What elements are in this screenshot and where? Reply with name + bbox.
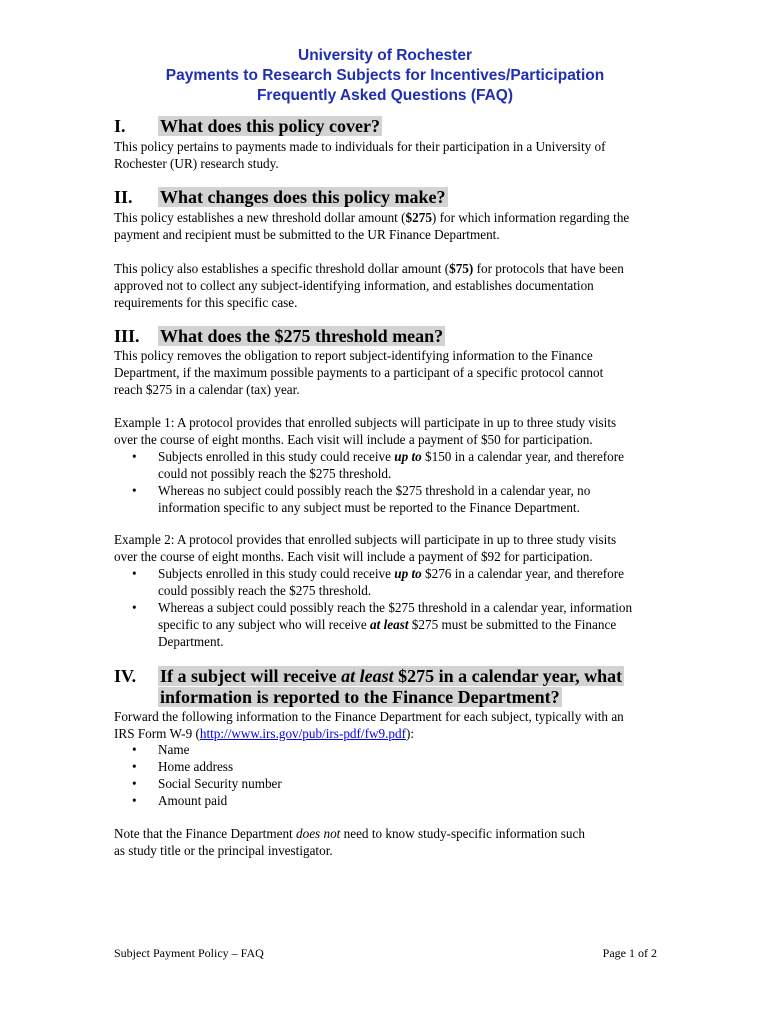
paragraph-line: Department, if the maximum possible payments to a participant of a specific protocol cannot — [114, 365, 604, 380]
emphasis: up to — [394, 566, 422, 581]
paragraph-line: Example 1: A protocol provides that enrolled subjects will participate in up to three study visits — [114, 415, 617, 430]
text-run: IRS Form W-9 ( — [114, 726, 200, 741]
bold-amount: $75) — [449, 261, 474, 276]
bullet-icon: • — [132, 793, 137, 808]
bullet-icon: • — [132, 566, 137, 581]
section-2-paragraph-1 — [114, 209, 674, 243]
text-run: $150 in a calendar year, and therefore — [421, 449, 625, 464]
irs-w9-link[interactable]: http://www.irs.gov/pub/irs-pdf/fw9.pdf — [199, 726, 406, 741]
text-run: $275 in a calendar year, what — [393, 666, 623, 686]
emphasis: up to — [394, 449, 422, 464]
text-run: for protocols that have been — [473, 261, 624, 276]
paragraph-line: as study title or the principal investigator. — [114, 843, 333, 858]
section-1-heading — [114, 116, 382, 137]
section-4-heading — [114, 666, 624, 687]
text-run: need to know study-specific information such — [340, 826, 585, 841]
bullet-icon: • — [132, 600, 137, 615]
bullet-line: Department. — [158, 634, 224, 649]
section-3-heading-text: What does the $275 threshold mean? — [160, 326, 444, 346]
bullet-line: Home address — [158, 759, 234, 774]
paragraph-line: approved not to collect any subject-identifying information, and establishes documentation — [114, 278, 594, 293]
section-3-heading — [114, 326, 445, 347]
example-1-intro — [114, 414, 674, 448]
text-run: $276 in a calendar year, and therefore — [421, 566, 625, 581]
paragraph-line: requirements for this specific case. — [114, 295, 298, 310]
bullet-line — [158, 565, 624, 582]
section-3-number: III. — [114, 326, 140, 346]
paragraph-line — [114, 260, 674, 277]
text-run: specific to any subject who will receive — [158, 617, 371, 632]
bullet-icon: • — [132, 449, 137, 464]
section-4-heading-text — [158, 666, 624, 686]
text-run: This policy also establishes a specific threshold dollar amount ( — [114, 261, 450, 276]
paragraph-line: over the course of eight months. Each visit will include a payment of $50 for participation. — [114, 432, 593, 447]
bullet-icon: • — [132, 776, 137, 791]
paragraph-line — [114, 725, 674, 742]
bold-amount: $275 — [405, 210, 432, 225]
section-4-paragraph — [114, 708, 674, 742]
paragraph-line: over the course of eight months. Each visit will include a payment of $92 for participation. — [114, 549, 593, 564]
bullet-line: could not possibly reach the $275 threshold. — [158, 466, 392, 481]
section-4-number: IV. — [114, 666, 137, 686]
section-2-heading — [114, 187, 448, 208]
title-line-3: Frequently Asked Questions (FAQ) — [256, 87, 514, 104]
section-4-note — [114, 825, 674, 859]
example-2-intro — [114, 531, 674, 565]
section-1-paragraph — [114, 138, 674, 172]
section-3-paragraph-1 — [114, 347, 674, 398]
bullet-line — [158, 616, 616, 633]
text-run: This policy establishes a new threshold dollar amount ( — [114, 210, 406, 225]
bullet-icon: • — [132, 759, 137, 774]
title-line-1: University of Rochester — [298, 47, 472, 64]
text-run: $275 must be submitted to the Finance — [408, 617, 617, 632]
bullet-line: Name — [158, 742, 190, 757]
paragraph-line — [114, 209, 674, 226]
bullet-line — [158, 448, 624, 465]
bullet-line: Whereas no subject could possibly reach the $275 threshold in a calendar year, no — [158, 483, 591, 498]
section-1-heading-text: What does this policy cover? — [160, 116, 380, 136]
footer-title: Subject Payment Policy – FAQ — [114, 946, 264, 960]
emphasis: at least — [341, 666, 394, 686]
section-2-number: II. — [114, 187, 133, 207]
text-run: Subjects enrolled in this study could receive — [158, 449, 395, 464]
bullet-line: Amount paid — [158, 793, 228, 808]
section-4-heading-cont — [114, 687, 562, 708]
paragraph-line: payment and recipient must be submitted to the UR Finance Department. — [114, 227, 500, 242]
bullet-line: information specific to any subject must be reported to the Finance Department. — [158, 500, 580, 515]
text-run: If a subject will receive — [160, 666, 342, 686]
paragraph-line: This policy removes the obligation to report subject-identifying information to the Finance — [114, 348, 593, 363]
section-4-heading-text-2: information is reported to the Finance Department? — [160, 687, 560, 707]
paragraph-line: reach $275 in a calendar (tax) year. — [114, 382, 300, 397]
paragraph-line: Forward the following information to the Finance Department for each subject, typically with an — [114, 709, 624, 724]
page-number: Page 1 of 2 — [602, 946, 657, 960]
section-2-heading-text: What changes does this policy make? — [160, 187, 446, 207]
bullet-line: could possibly reach the $275 threshold. — [158, 583, 372, 598]
text-run: Note that the Finance Department — [114, 826, 296, 841]
text-run: Subjects enrolled in this study could receive — [158, 566, 395, 581]
section-2-paragraph-2 — [114, 260, 674, 311]
bullet-icon: • — [132, 742, 137, 757]
paragraph-line: Rochester (UR) research study. — [114, 156, 279, 171]
bullet-line: Whereas a subject could possibly reach the $275 threshold in a calendar year, information — [158, 600, 633, 615]
text-run: ): — [405, 726, 415, 741]
bullet-line: Social Security number — [158, 776, 282, 791]
paragraph-line: Example 2: A protocol provides that enrolled subjects will participate in up to three study visits — [114, 532, 617, 547]
emphasis: at least — [370, 617, 409, 632]
text-run: ) for which information regarding the — [431, 210, 630, 225]
title-line-2: Payments to Research Subjects for Incentives/Participation — [165, 67, 605, 84]
paragraph-line: This policy pertains to payments made to individuals for their participation in a University of — [114, 139, 606, 154]
section-1-number: I. — [114, 116, 126, 136]
bullet-icon: • — [132, 483, 137, 498]
paragraph-line — [114, 825, 674, 842]
emphasis: does not — [296, 826, 341, 841]
